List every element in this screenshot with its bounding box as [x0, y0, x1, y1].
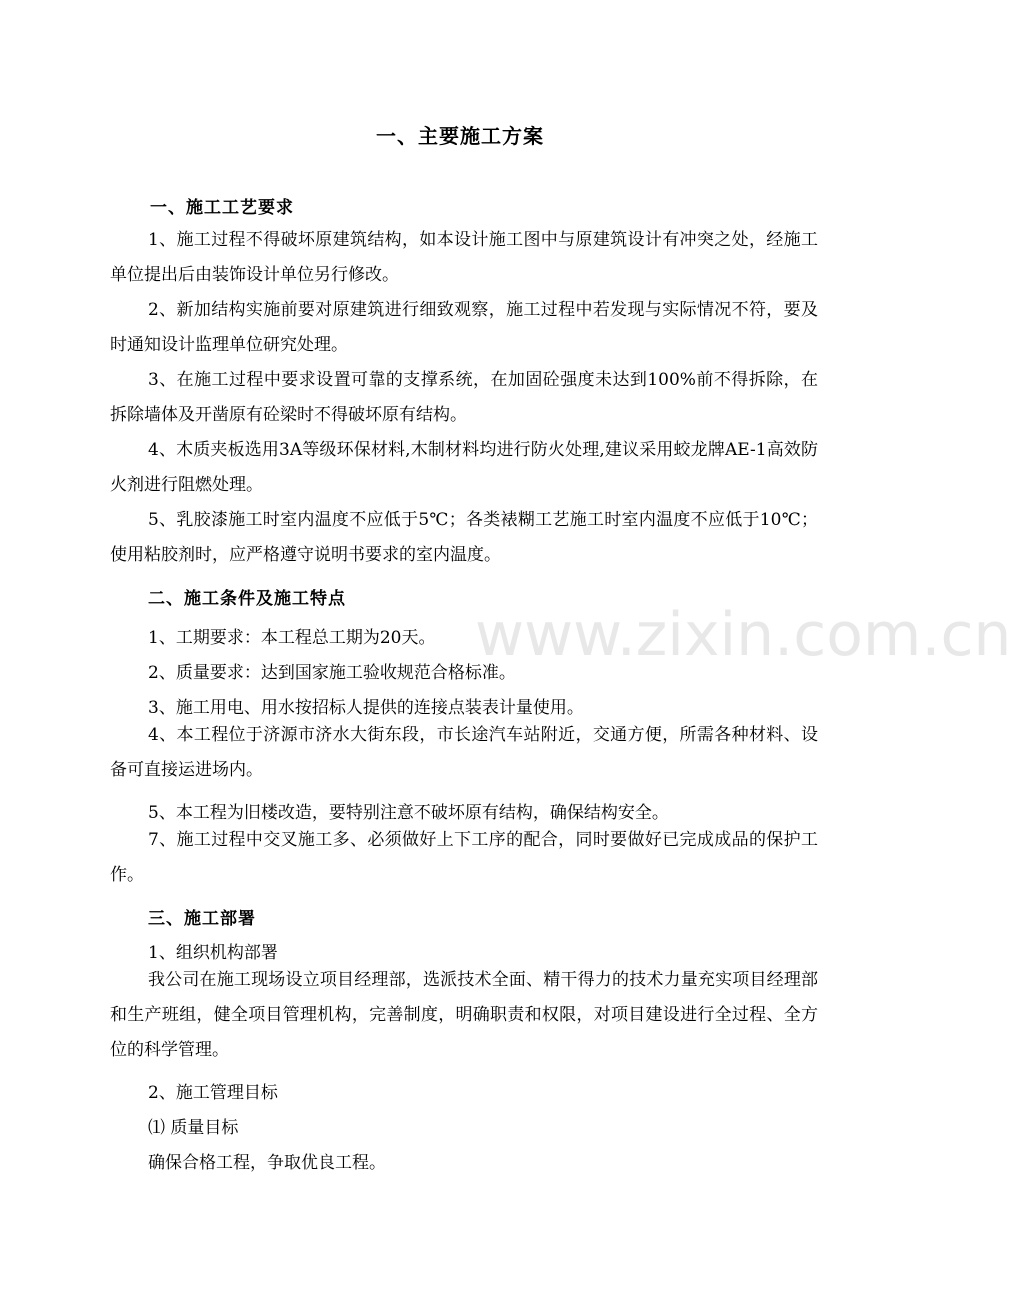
page-title: 一、主要施工方案	[376, 124, 544, 148]
section-heading-3: 三、施工部署	[148, 909, 256, 929]
paragraph: 我公司在施工现场设立项目经理部，选派技术全面、精干得力的技术力量充实项目经理部和生产班组，健全项目管理机构，完善制度，明确职责和权限，对项目建设进行全过程、全方位的科学管理。	[110, 970, 818, 1060]
paragraph: 1、施工过程不得破坏原建筑结构，如本设计施工图中与原建筑设计有冲突之处，经施工单位提出后由装饰设计单位另行修改。	[110, 230, 818, 285]
paragraph: 1、组织机构部署	[148, 943, 278, 963]
paragraph: ⑴ 质量目标	[148, 1118, 239, 1138]
section-heading-1: 一、施工工艺要求	[150, 198, 294, 218]
paragraph: 5、本工程为旧楼改造，要特别注意不破坏原有结构，确保结构安全。	[148, 803, 669, 823]
paragraph: 1、工期要求：本工程总工期为20天。	[148, 628, 436, 648]
paragraph: 2、质量要求：达到国家施工验收规范合格标准。	[148, 663, 516, 683]
watermark: www.zixin.com.cn	[475, 600, 1011, 670]
paragraph: 3、在施工过程中要求设置可靠的支撑系统，在加固砼强度未达到100%前不得拆除，在拆除墙体及开凿原有砼梁时不得破坏原有结构。	[110, 370, 818, 425]
paragraph: 4、本工程位于济源市济水大街东段，市长途汽车站附近，交通方便，所需各种材料、设备可直接运进场内。	[110, 725, 818, 780]
paragraph: 5、乳胶漆施工时室内温度不应低于5℃；各类裱糊工艺施工时室内温度不应低于10℃；使用粘胶剂时，应严格遵守说明书要求的室内温度。	[110, 510, 818, 565]
paragraph: 4、木质夹板选用3A等级环保材料,木制材料均进行防火处理,建议采用蛟龙牌AE-1高效防火剂进行阻燃处理。	[110, 440, 818, 495]
paragraph: 确保合格工程，争取优良工程。	[148, 1153, 386, 1173]
paragraph: 2、新加结构实施前要对原建筑进行细致观察，施工过程中若发现与实际情况不符，要及时通知设计监理单位研究处理。	[110, 300, 818, 355]
paragraph: 3、施工用电、用水按招标人提供的连接点装表计量使用。	[148, 698, 584, 718]
paragraph: 2、施工管理目标	[148, 1083, 278, 1103]
paragraph: 7、施工过程中交叉施工多、必须做好上下工序的配合，同时要做好已完成成品的保护工作。	[110, 830, 818, 885]
section-heading-2: 二、施工条件及施工特点	[148, 589, 346, 609]
